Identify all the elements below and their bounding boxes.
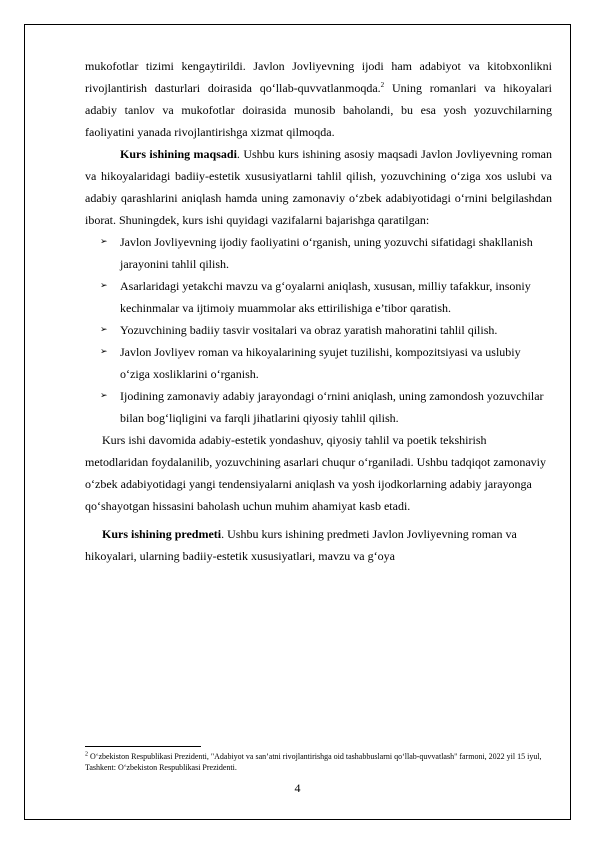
arrow-bullet-icon: ➢ <box>100 347 108 357</box>
list-item <box>85 341 552 385</box>
list-item <box>85 231 552 275</box>
list-item-text: Asarlaridagi yetakchi mavzu va g‘oyalarni aniqlash, xususan, milliy tafakkur, insoniy kechinmalar va ijtimoiy muammolar aks ettirilishiga e’tibor qaratish. <box>120 279 531 315</box>
page-content <box>85 55 552 567</box>
list-item <box>85 275 552 319</box>
subject-text: . Ushbu kurs ishining predmeti Javlon Jovliyevning roman va hikoyalari, ularning badiiy-estetik xususiyatlari, mavzu va g‘oya <box>85 527 517 563</box>
paragraph-intro-continued: Uning romanlari va hikoyalari adabiy tanlov va mukofotlar doirasida munosib baholandi, bu esa yosh yozuvchilarning faoliyatini yanada rivojlantirishga xizmat qilmoqda. <box>85 81 553 139</box>
paragraph-purpose <box>85 143 552 231</box>
subject-heading: Kurs ishining predmeti <box>102 527 222 541</box>
page-number: 4 <box>294 781 301 795</box>
arrow-bullet-icon: ➢ <box>100 391 108 401</box>
footnote-number: 2 <box>85 751 88 758</box>
purpose-heading: Kurs ishining maqsadi <box>120 147 237 161</box>
methods-text: Kurs ishi davomida adabiy-estetik yondashuv, qiyosiy tahlil va poetik tekshirish metodlaridan foydalanilib, yozuvchining asarlari chuqur o‘rganiladi. Ushbu tadqiqot zamonaviy o‘zbek adabiyotidagi yangi tendensiyalarni aniqlash va yosh ijodkorlarning adabiy jarayonga qo‘shayotgan hissasini baholash uchun muhim ahamiyat kasb etadi. <box>85 433 546 513</box>
list-item <box>85 385 552 429</box>
paragraph-subject <box>85 523 552 567</box>
tasks-list <box>85 231 552 429</box>
purpose-text: . Ushbu kurs ishining asosiy maqsadi Javlon Jovliyevning roman va hikoyalaridagi badiiy-estetik xususiyatlarni tahlil qilish, yozuvchining o‘ziga xos uslubi va adabiy qarashlarini aniqlash hamda uning zamonaviy o‘zbek adabiyotidagi o‘rnini belgilashdan iborat. Shuningdek, kurs ishi quyidagi vazifalarni bajarishga qaratilgan: <box>85 147 552 227</box>
footnote-divider <box>85 746 201 747</box>
footnote-ref[interactable]: 2 <box>380 81 385 89</box>
list-item <box>85 319 552 341</box>
paragraph-methods <box>85 429 552 517</box>
arrow-bullet-icon: ➢ <box>100 281 108 291</box>
footnote <box>85 751 555 773</box>
list-item-text: Javlon Jovliyevning ijodiy faoliyatini o‘rganish, uning yozuvchi sifatidagi shakllanish jarayonini tahlil qilish. <box>120 235 533 271</box>
footnote-text: O‘zbekiston Respublikasi Prezidenti, "Adabiyot va san’atni rivojlantirishga oid tashabbuslarni qo‘llab-quvvatlash" farmoni, 2022 yil 15 iyul, Tashkent: O‘zbekiston Respublikasi Prezidenti. <box>85 752 542 772</box>
arrow-bullet-icon: ➢ <box>100 237 108 247</box>
paragraph-intro <box>85 55 552 143</box>
list-item-text: Javlon Jovliyev roman va hikoyalarining syujet tuzilishi, kompozitsiyasi va uslubiy o‘ziga xosliklarini o‘rganish. <box>120 345 521 381</box>
arrow-bullet-icon: ➢ <box>100 325 108 335</box>
list-item-text: Yozuvchining badiiy tasvir vositalari va obraz yaratish mahoratini tahlil qilish. <box>120 323 498 337</box>
paragraph-intro-text: mukofotlar tizimi kengaytirildi. Javlon Jovliyevning ijodi ham adabiyot va kitobxonlikni rivojlantirish dasturlari doirasida qo‘llab-quvvatlanmoqda. <box>85 59 552 95</box>
list-item-text: Ijodining zamonaviy adabiy jarayondagi o‘rnini aniqlash, uning zamondosh yozuvchilar bilan bog‘liqligini va farqli jihatlarini qiyosiy tahlil qilish. <box>120 389 544 425</box>
